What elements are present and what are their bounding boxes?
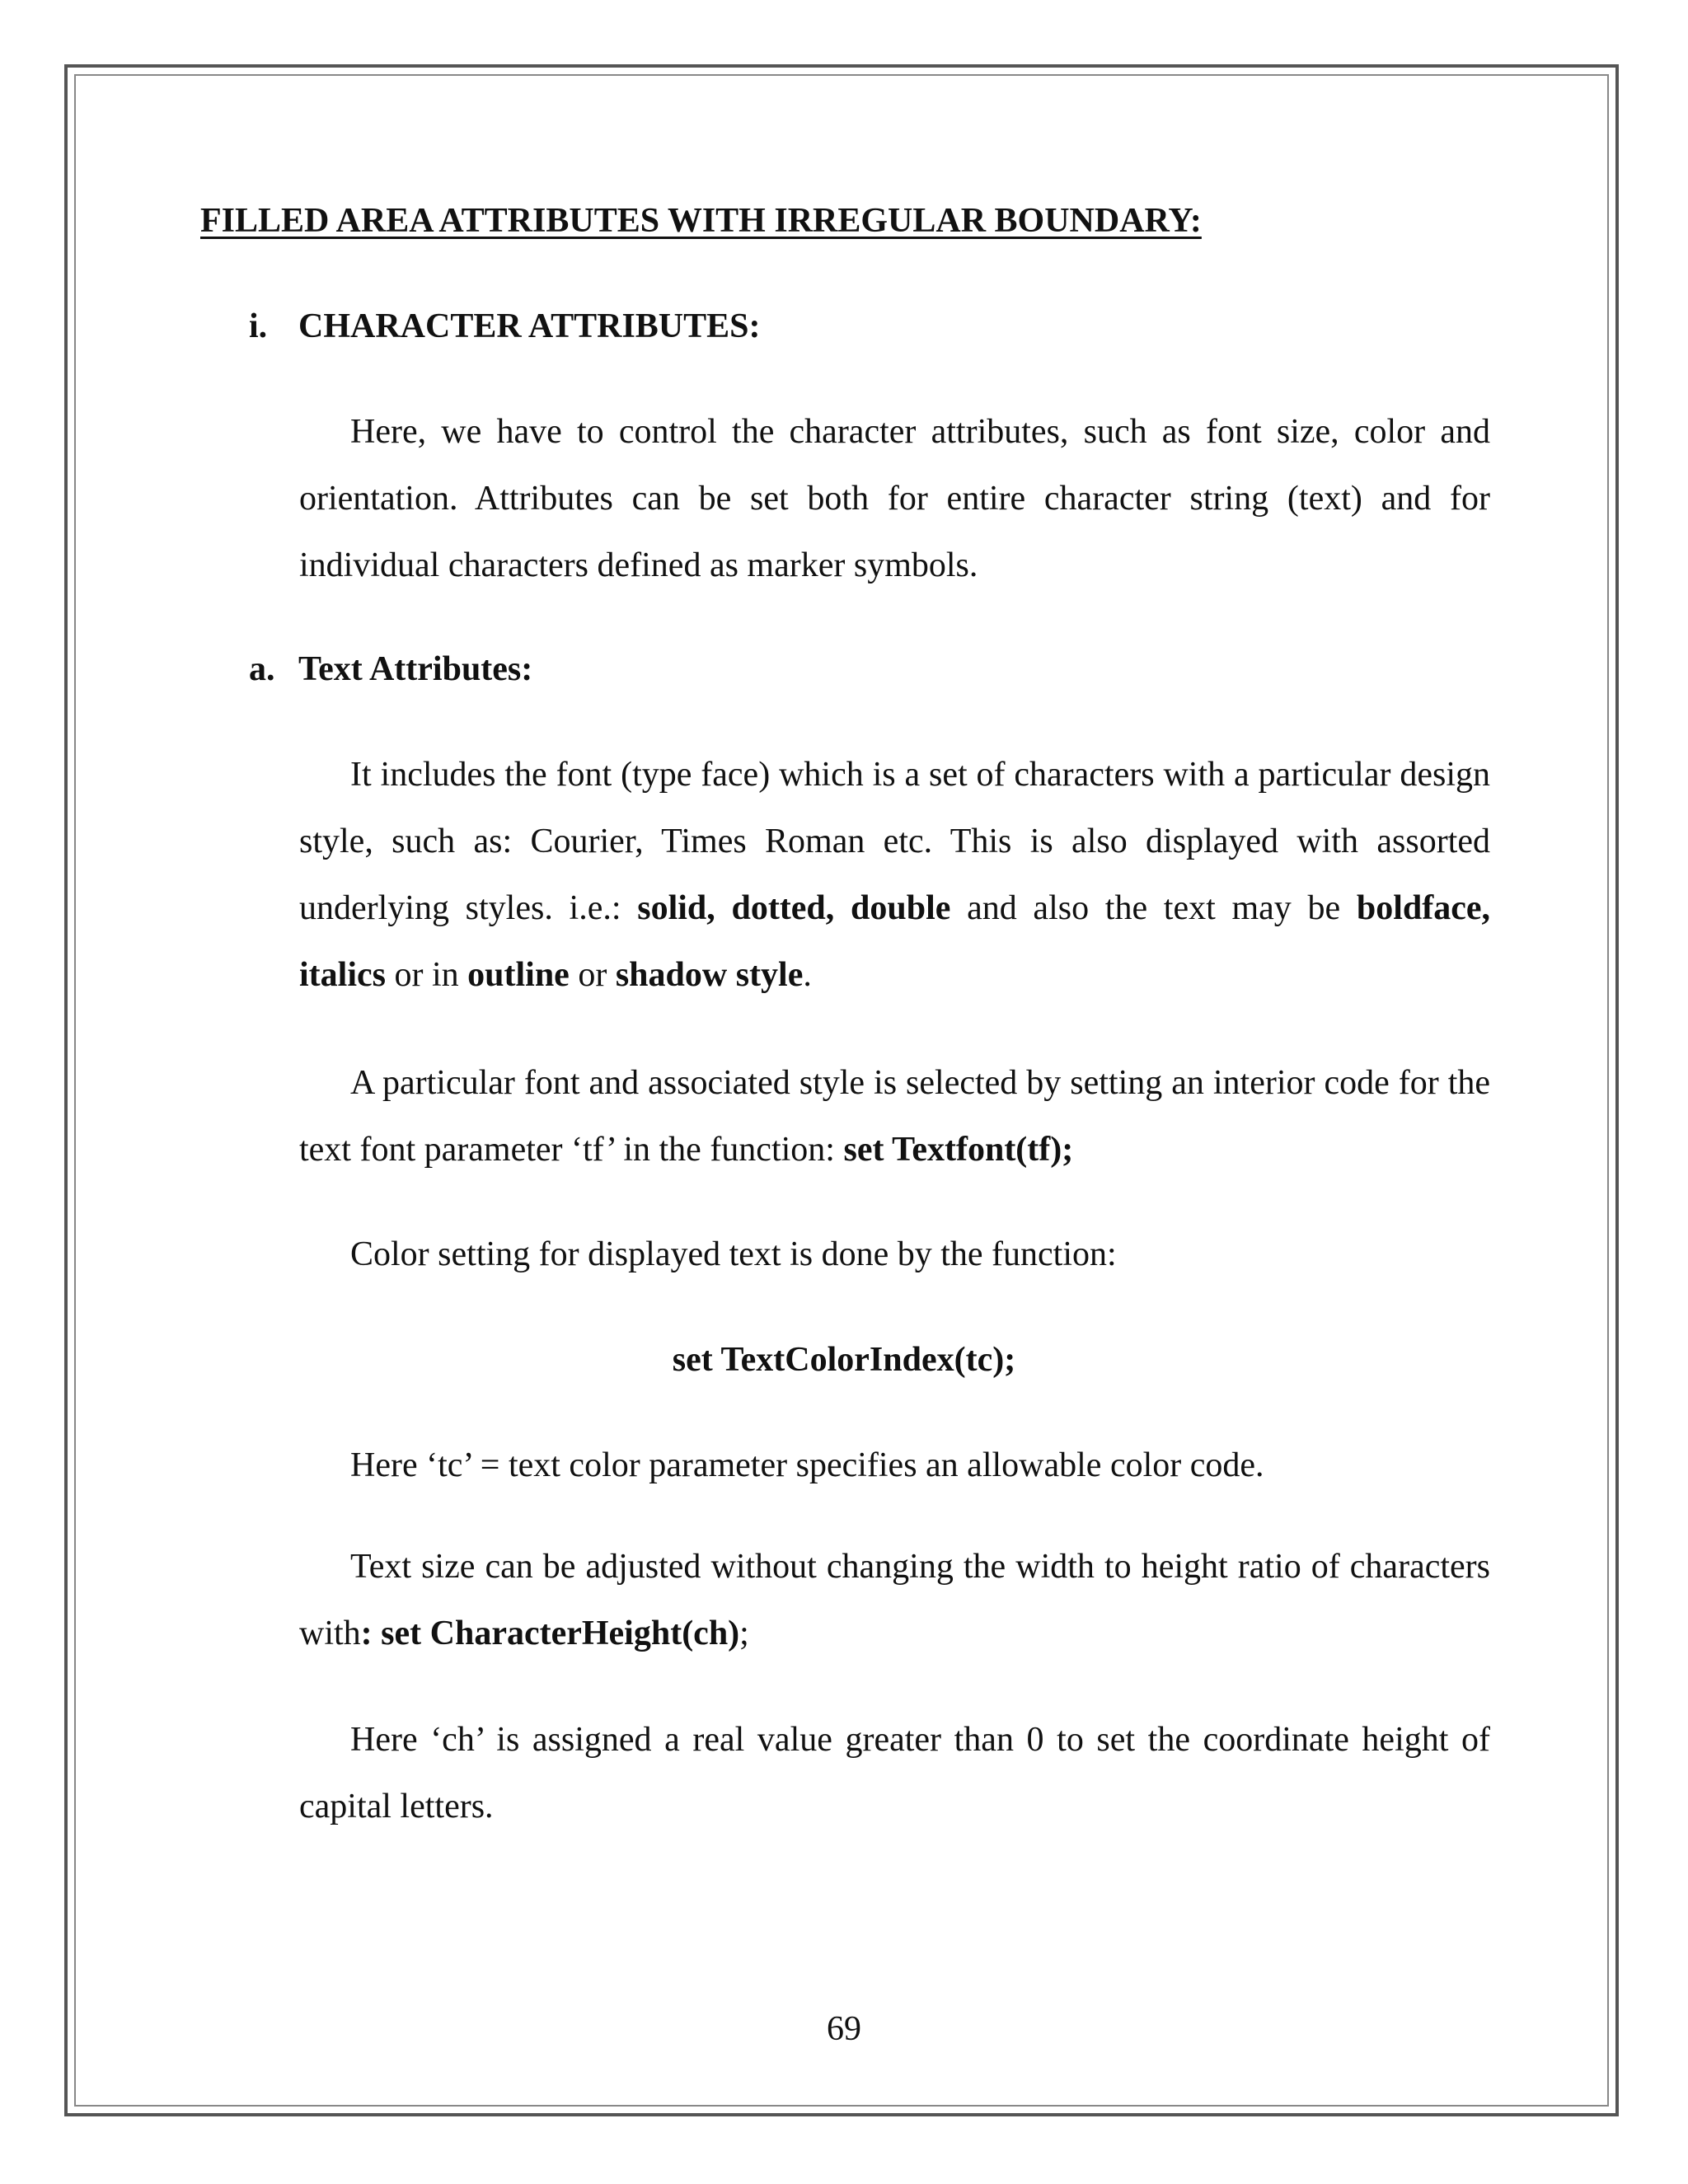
paragraph-2-text-1: It includes the font (type face) which is a set of characters with a particular design style, such as: Courier, Times Roman etc. This is also displayed with assorted underlying styles. i.e.: bbox=[299, 756, 1490, 927]
paragraph-2-text-3: or in bbox=[385, 956, 468, 994]
paragraph-ch-parameter bbox=[299, 1707, 1490, 1840]
paragraph-character-attributes bbox=[299, 399, 1490, 599]
paragraph-text-size bbox=[299, 1534, 1490, 1667]
paragraph-7-text: Here ‘ch’ is assigned a real value greater than 0 to set the coordinate height of capital letters. bbox=[299, 1721, 1490, 1825]
paragraph-3-text: A particular font and associated style is selected by setting an interior code for the text font parameter ‘tf’ in the function: bbox=[299, 1064, 1490, 1169]
paragraph-2-text-5: . bbox=[803, 956, 812, 994]
paragraph-1-text: Here, we have to control the character attributes, such as font size, color and orientation. Attributes can be set both for entire character string (text) and for individual characters defined as marker symbols. bbox=[299, 413, 1490, 584]
section-a-title: Text Attributes: bbox=[298, 650, 533, 688]
paragraph-text-attributes bbox=[299, 742, 1490, 1009]
page-number: 69 bbox=[827, 2010, 861, 2048]
paragraph-2-bold-shadow: shadow style bbox=[615, 956, 804, 994]
paragraph-2-text-2: and also the text may be bbox=[950, 889, 1357, 927]
paragraph-6-text: Text size can be adjusted without changing the width to height ratio of characters with bbox=[299, 1548, 1490, 1652]
paragraph-2-bold-boldface: boldface, italics bbox=[299, 889, 1490, 994]
section-i-heading bbox=[249, 307, 761, 346]
paragraph-tc-parameter: Here ‘tc’ = text color parameter specifies an allowable color code. bbox=[350, 1446, 1264, 1484]
paragraph-color-setting: Color setting for displayed text is done by the function: bbox=[350, 1235, 1117, 1273]
paragraph-2-bold-outline: outline bbox=[467, 956, 570, 994]
paragraph-3-code: set Textfont(tf); bbox=[843, 1131, 1074, 1169]
section-a-marker: a. bbox=[249, 650, 275, 688]
page-heading: FILLED AREA ATTRIBUTES WITH IRREGULAR BOUNDARY: bbox=[200, 202, 1202, 240]
paragraph-6-code: : set CharacterHeight(ch) bbox=[360, 1615, 740, 1652]
paragraph-6-text-end: ; bbox=[739, 1615, 749, 1652]
code-text-color-index: set TextColorIndex(tc); bbox=[672, 1341, 1016, 1379]
section-a-heading bbox=[249, 649, 532, 689]
paragraph-2-bold-styles: solid, dotted, double bbox=[637, 889, 951, 927]
paragraph-font-selection bbox=[299, 1050, 1490, 1183]
section-i-title: CHARACTER ATTRIBUTES: bbox=[298, 307, 761, 345]
paragraph-2-text-4: or bbox=[569, 956, 616, 994]
section-i-marker: i. bbox=[249, 307, 268, 345]
